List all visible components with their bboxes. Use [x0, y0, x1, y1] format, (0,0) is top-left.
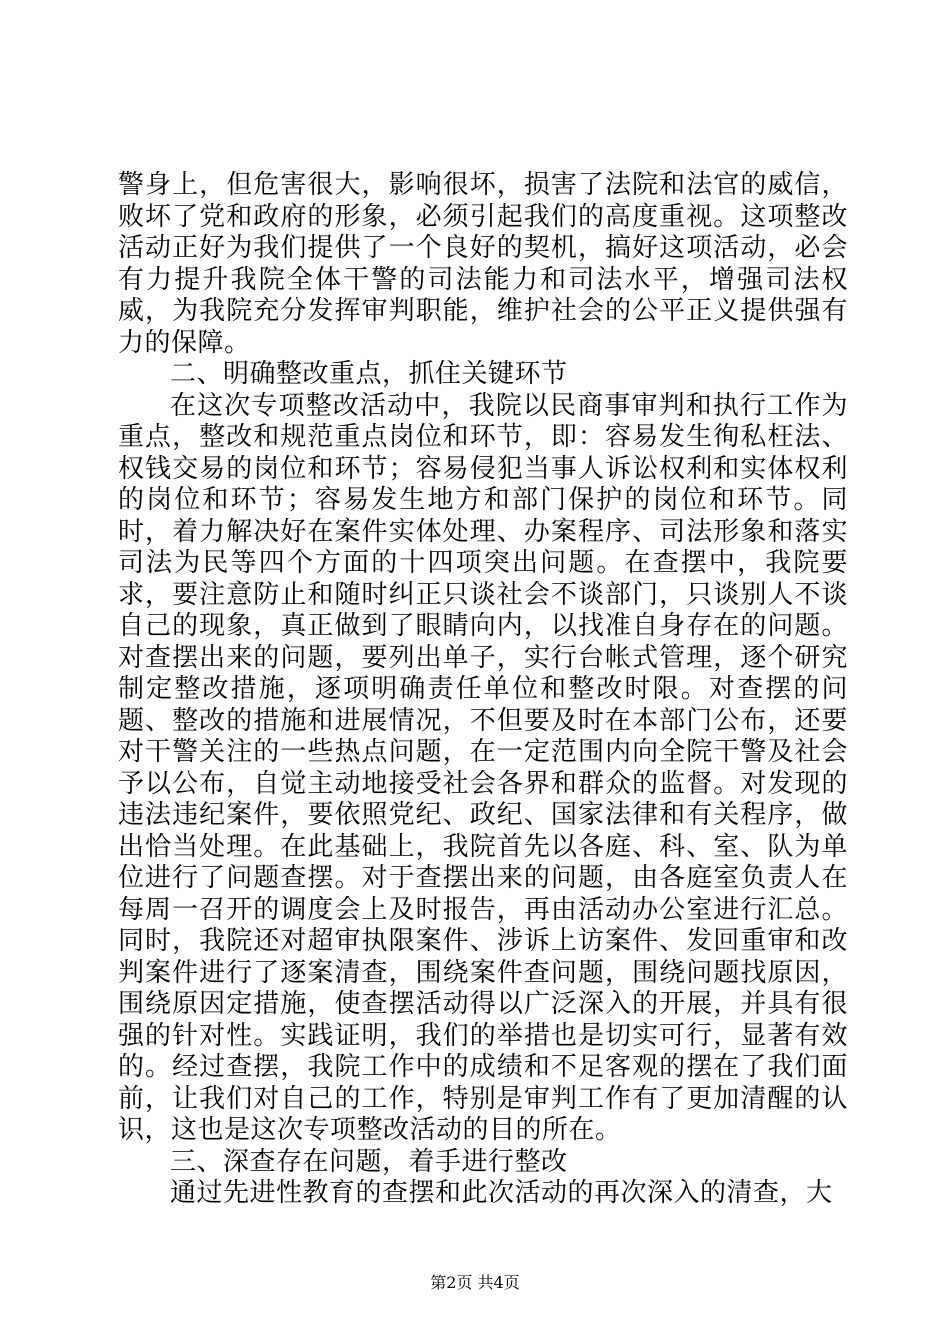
paragraph-section-3-body: 通过先进性教育的查摆和此次活动的再次深入的清查，大: [170, 1178, 833, 1208]
section-heading-2: 二、明确整改重点，抓住关键环节: [170, 359, 568, 389]
document-body: [118, 170, 848, 1210]
page-number-footer: 第2页 共4页: [430, 1273, 520, 1292]
paragraph-section-2-body: 在这次专项整改活动中，我院以民商事审判和执行工作为重点，整改和规范重点岗位和环节，即：容易发生徇私枉法、权钱交易的岗位和环节；容易侵犯当事人诉讼权利和实体权利的岗位和环节；容易发生地方和部门保护的岗位和环节。同时，着力解决好在案件实体处理、办案程序、司法形象和落实司法为民等四个方面的十四项突出问题。在查摆中，我院要求，要注意防止和随时纠正只谈社会不谈部门，只谈别人不谈自己的现象，真正做到了眼睛向内，以找准自身存在的问题。对查摆出来的问题，要列出单子，实行台帐式管理，逐个研究制定整改措施，逐项明确责任单位和整改时限。对查摆的问题、整改的措施和进展情况，不但要及时在本部门公布，还要对干警关注的一些热点问题，在一定范围内向全院干警及社会予以公布，自觉主动地接受社会各界和群众的监督。对发现的违法违纪案件，要依照党纪、政纪、国家法律和有关程序，做出恰当处理。在此基础上，我院首先以各庭、科、室、队为单位进行了问题查摆。对于查摆出来的问题，由各庭室负责人在每周一召开的调度会上及时报告，再由活动办公室进行汇总。同时，我院还对超审执限案件、涉诉上访案件、发回重审和改判案件进行了逐案清查，围绕案件查问题，围绕问题找原因，围绕原因定措施，使查摆活动得以广泛深入的开展，并具有很强的针对性。实践证明，我们的举措也是切实可行，显著有效的。经过查摆，我院工作中的成绩和不足客观的摆在了我们面前，让我们对自己的工作，特别是审判工作有了更加清醒的认识，这也是这次专项整改活动的目的所在。: [118, 390, 848, 1145]
paragraph-continuation: 警身上，但危害很大，影响很坏，损害了法院和法官的威信，败坏了党和政府的形象，必须引起我们的高度重视。这项整改活动正好为我们提供了一个良好的契机，搞好这项活动，必会有力提升我院全体干警的司法能力和司法水平，增强司法权威，为我院充分发挥审判职能，维护社会的公平正义提供强有力的保障。: [118, 170, 848, 358]
section-heading-3: 三、深查存在问题，着手进行整改: [170, 1146, 568, 1177]
